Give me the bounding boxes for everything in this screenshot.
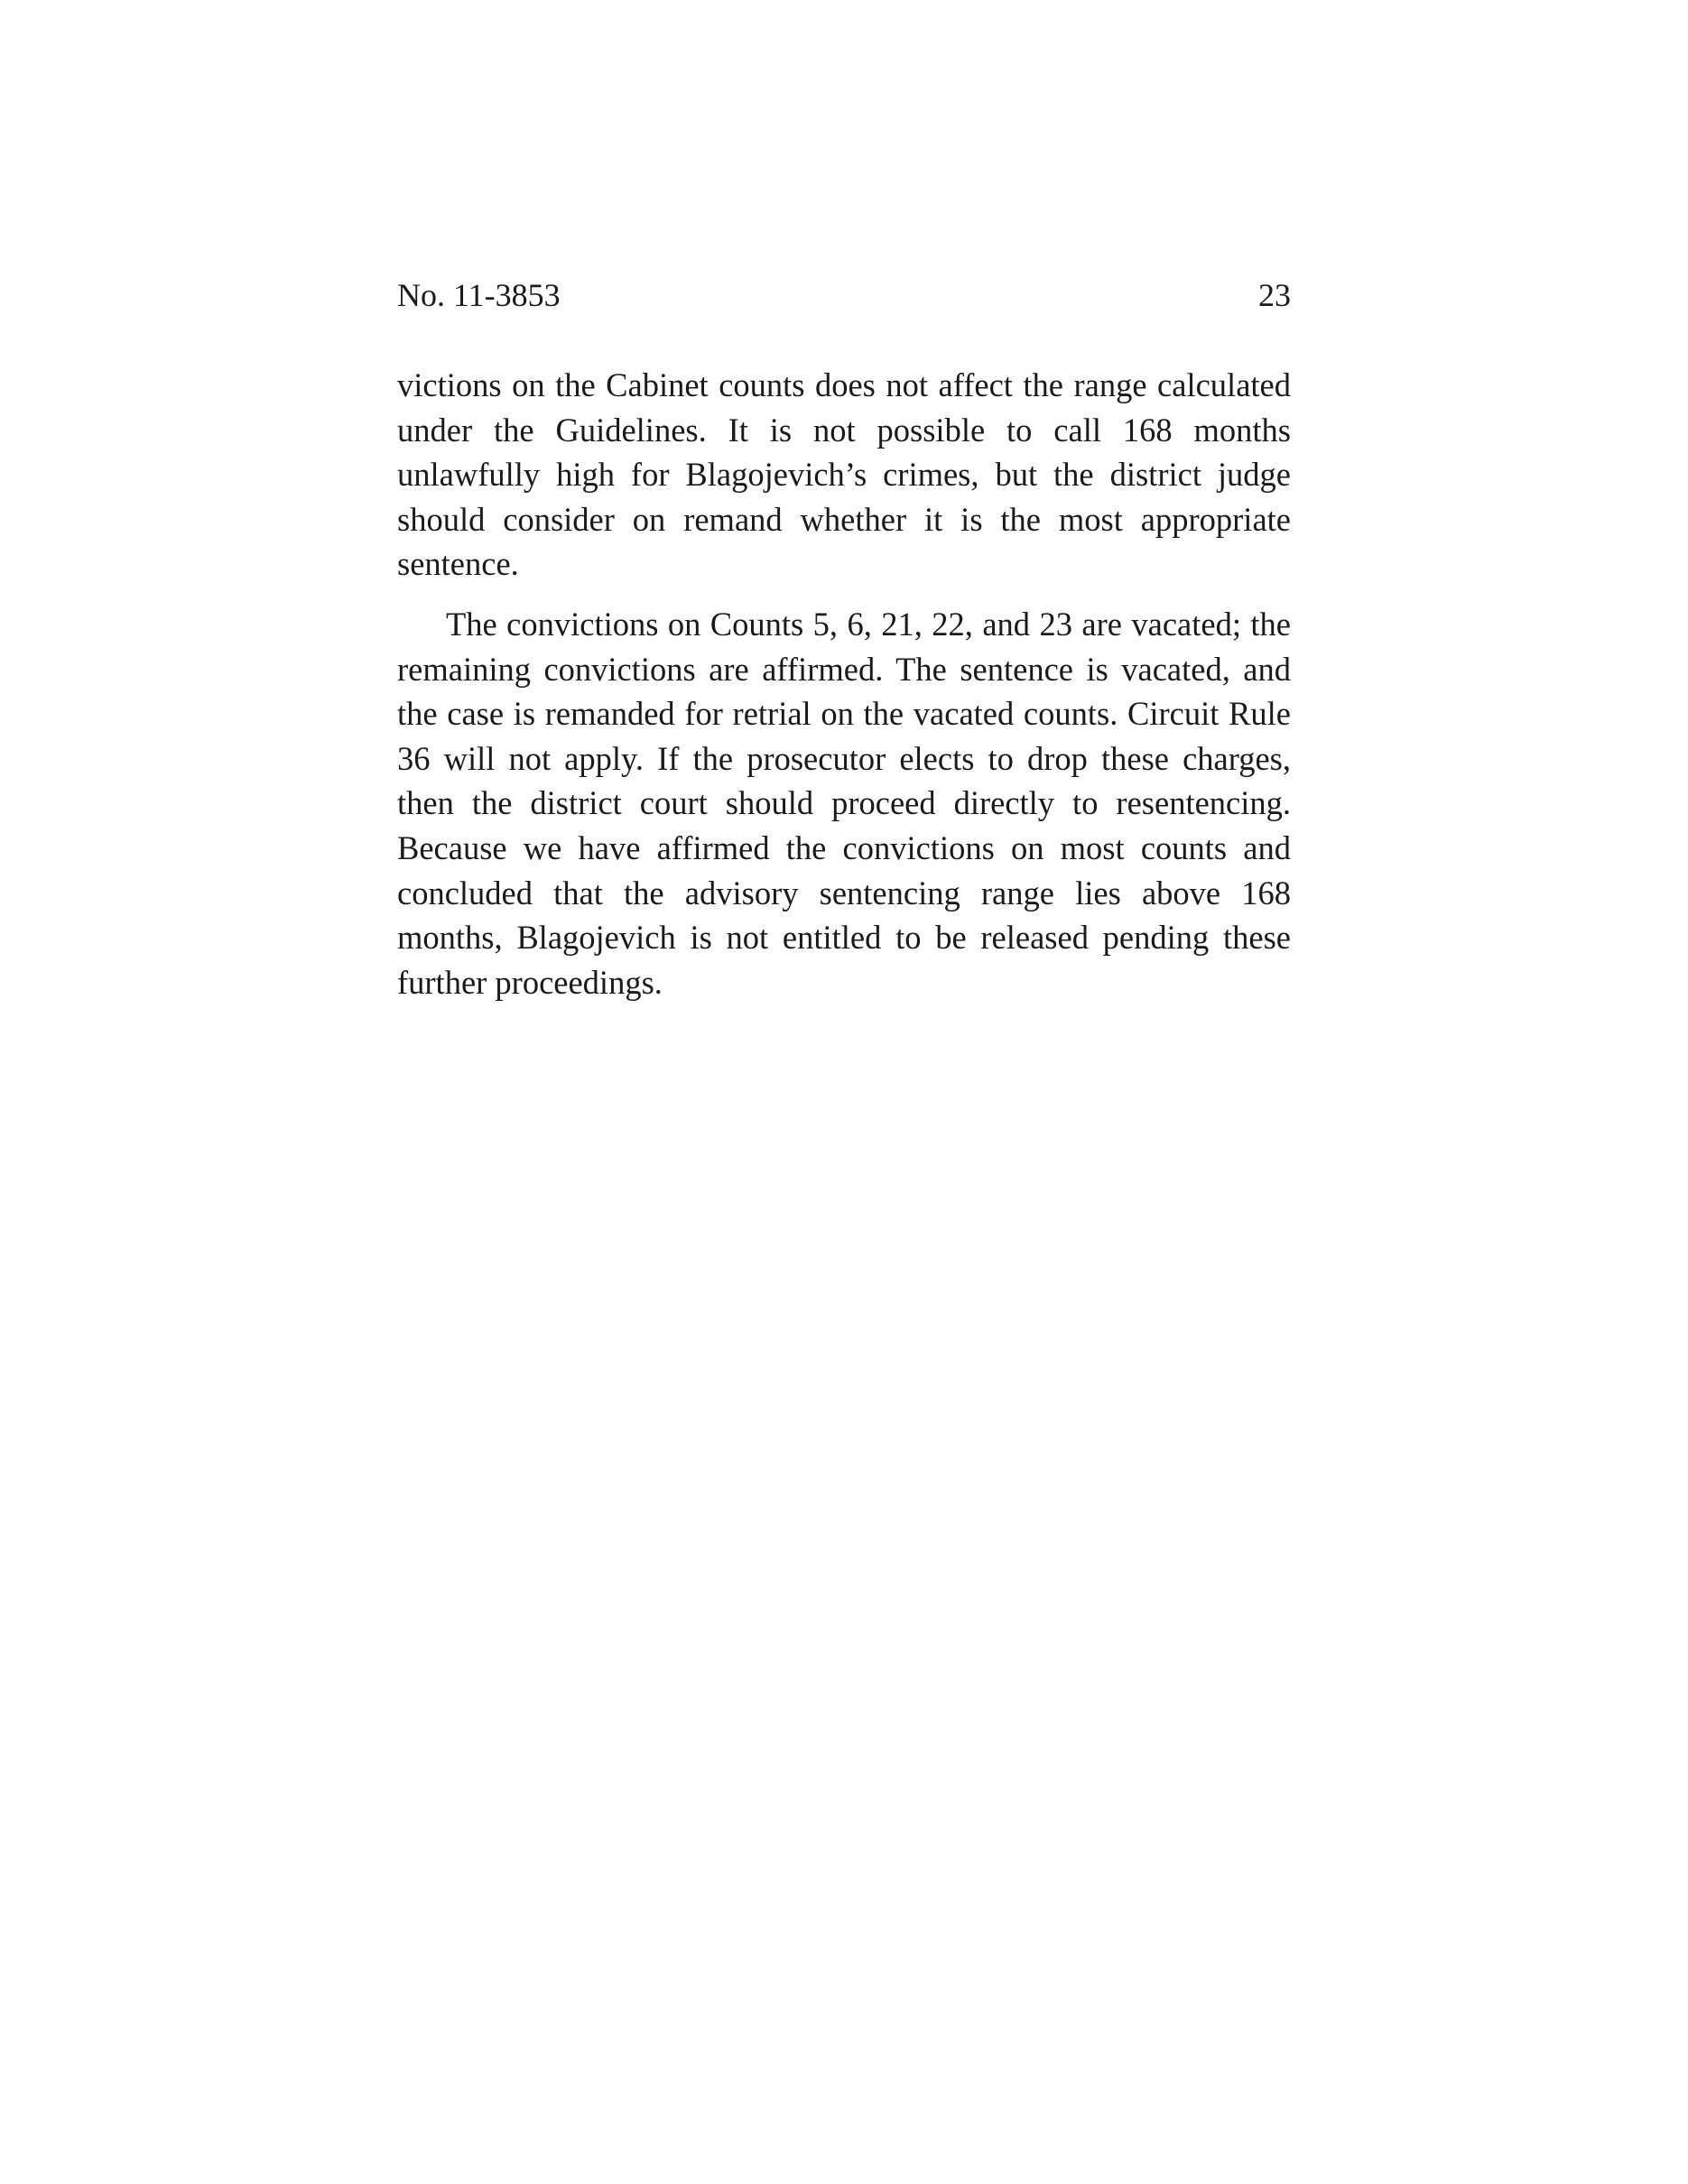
paragraph-continued: victions on the Cabinet counts does not affect the range calculated under the Guidelines. It is not possible to call 168 months unlawfully high for Blagojevich’s crimes, but the district judge should consider on remand whether it is the most appropriate sentence. bbox=[397, 366, 1291, 583]
running-header bbox=[397, 273, 1291, 318]
paragraph-conclusion: The convictions on Counts 5, 6, 21, 22, and 23 are vacated; the remaining convictions are affirmed. The sentence is vacated, and the case is remanded for retrial on the vacated counts. Circuit Rule 36 will not apply. If the prosecutor elects to drop these charges, then the district court should proceed directly to resentencing. Because we have affirmed the convictions on most counts and concluded that the advisory sentencing range lies above 168 months, Blagojevich is not entitled to be released pending these further proceedings. bbox=[397, 605, 1291, 1001]
case-number: No. 11-3853 bbox=[397, 277, 561, 313]
opinion-body bbox=[397, 363, 1291, 1004]
page-number: 23 bbox=[1258, 277, 1291, 313]
